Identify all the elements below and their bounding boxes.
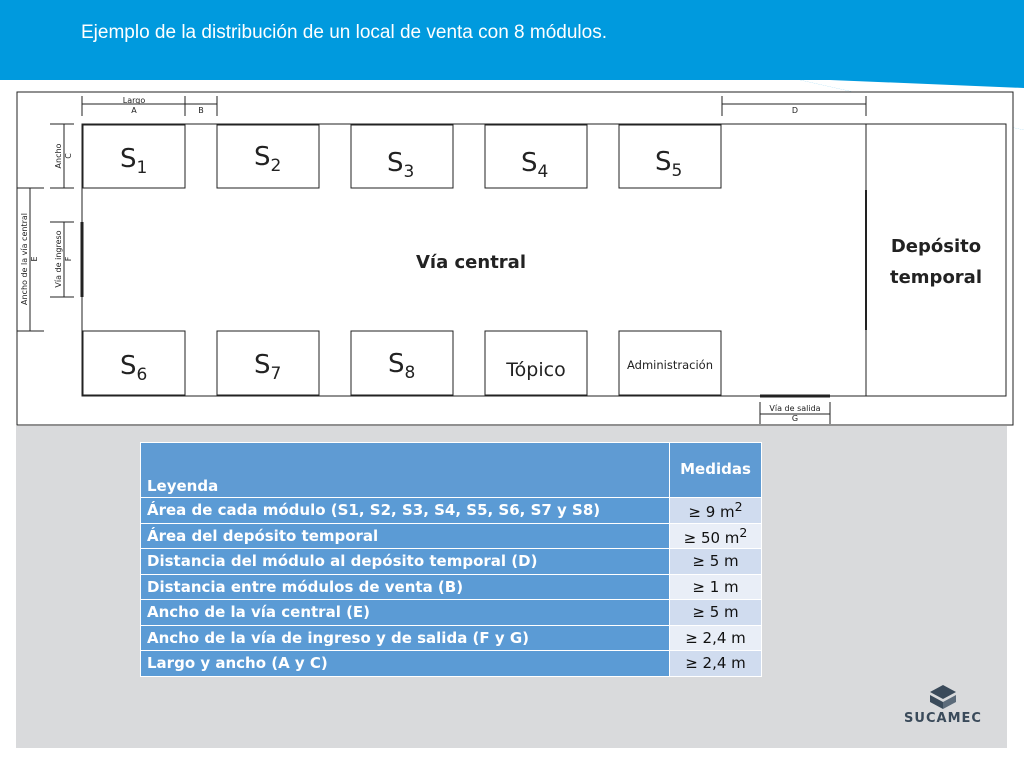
legend-header-leyenda: Leyenda <box>141 443 670 498</box>
legend-header-medidas: Medidas <box>670 443 762 498</box>
legend-value: ≥ 2,4 m <box>670 651 762 677</box>
legend-row <box>141 651 762 677</box>
legend-desc: Distancia del módulo al depósito temporal (D) <box>141 549 670 575</box>
dim-via-salida-label: Vía de salida <box>769 404 821 413</box>
legend-row <box>141 523 762 549</box>
legend-header-row <box>141 443 762 498</box>
legend-desc: Ancho de la vía central (E) <box>141 600 670 626</box>
legend-row <box>141 549 762 575</box>
legend-row <box>141 600 762 626</box>
legend-row <box>141 625 762 651</box>
administracion-label: Administración <box>627 358 713 372</box>
legend-value: ≥ 5 m <box>670 600 762 626</box>
s5-label: $S_5$ <box>655 147 683 181</box>
dim-d-label: D <box>791 106 799 115</box>
s1-label: $S_1$ <box>120 144 148 178</box>
topico-label: Tópico <box>506 359 566 381</box>
dim-via-ingreso-label: Vía de ingreso <box>54 230 63 288</box>
dim-f-label: F <box>64 256 73 262</box>
dim-a-label: A <box>131 106 137 115</box>
sucamec-logo-icon <box>902 684 984 712</box>
legend-desc: Ancho de la vía de ingreso y de salida (F y G) <box>141 625 670 651</box>
deposito-line1: Depósito <box>890 236 982 257</box>
legend-row <box>141 498 762 524</box>
s2-label: $S_2$ <box>254 142 282 176</box>
s7-label: $S_7$ <box>254 350 282 384</box>
legend-table <box>140 442 762 677</box>
s3-label: $S_3$ <box>387 148 415 182</box>
sucamec-logo <box>902 684 984 730</box>
via-central-label: Vía central <box>415 252 527 273</box>
legend-value: ≥ 1 m <box>670 574 762 600</box>
s4-label: $S_4$ <box>521 148 549 182</box>
legend-row <box>141 574 762 600</box>
legend-value: ≥ 9 $m^2$ <box>670 498 762 524</box>
dim-c-label: C <box>64 153 73 159</box>
legend-value: ≥ 2,4 m <box>670 625 762 651</box>
deposito-line2: temporal <box>889 267 983 288</box>
s6-label: $S_6$ <box>120 351 148 385</box>
page-title: Ejemplo de la distribución de un local de venta con 8 módulos. <box>81 22 607 43</box>
dim-ancho-label: Ancho <box>54 143 63 169</box>
s8-label: $S_8$ <box>388 349 416 383</box>
sucamec-logo-text: SUCAMEC <box>904 711 982 726</box>
legend-value: ≥ 50 $m^2$ <box>670 523 762 549</box>
legend-value: ≥ 5 m <box>670 549 762 575</box>
dim-largo-label: Largo <box>122 96 146 105</box>
dim-g-label: G <box>791 414 799 423</box>
legend-desc: Área de cada módulo (S1, S2, S3, S4, S5, S6, S7 y S8) <box>141 498 670 524</box>
dim-e-label: E <box>30 256 39 262</box>
dim-b-label: B <box>198 106 204 115</box>
dim-ancho-via-label: Ancho de la vía central <box>20 212 29 306</box>
legend-desc: Largo y ancho (A y C) <box>141 651 670 677</box>
legend-desc: Distancia entre módulos de venta (B) <box>141 574 670 600</box>
legend-desc: Área del depósito temporal <box>141 523 670 549</box>
